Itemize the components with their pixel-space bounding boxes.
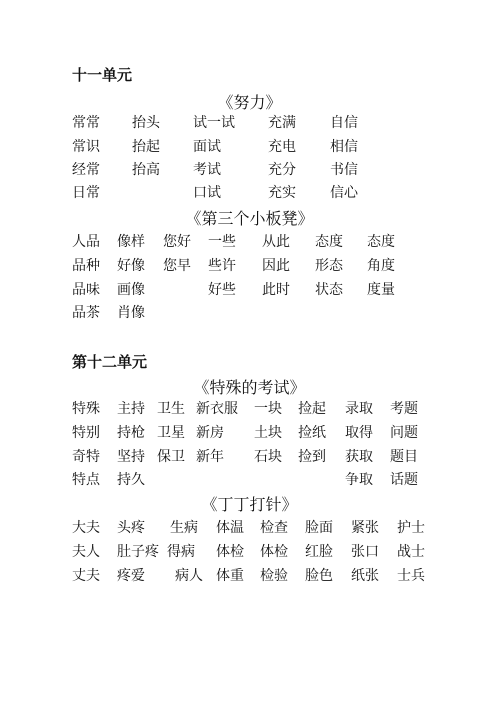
word-cell: 新年	[196, 449, 224, 465]
word-cell: 问题	[390, 425, 418, 441]
word-cell: 特别	[72, 425, 100, 441]
word-cell: 话题	[390, 472, 418, 488]
word-cell: 一块	[254, 401, 282, 417]
word-cell: 经常	[72, 162, 100, 178]
word-cell: 土块	[254, 425, 282, 441]
word-cell: 脸面	[305, 520, 333, 536]
word-cell: 体检	[260, 544, 288, 560]
word-cell: 品茶	[72, 305, 100, 321]
word-cell: 得病	[167, 544, 195, 560]
word-cell: 态度	[367, 234, 395, 250]
word-cell: 您早	[163, 258, 191, 274]
word-cell: 度量	[367, 282, 395, 298]
word-cell: 充满	[268, 115, 296, 131]
word-cell: 检查	[260, 520, 288, 536]
word-cell: 角度	[367, 258, 395, 274]
word-cell: 试一试	[193, 115, 235, 131]
lesson-title-nuli: 《努力》	[217, 93, 282, 112]
word-cell: 形态	[315, 258, 343, 274]
word-cell: 持枪	[117, 425, 145, 441]
word-cell: 信心	[330, 185, 358, 201]
word-cell: 抬起	[132, 139, 160, 155]
word-cell: 面试	[193, 139, 221, 155]
word-cell: 从此	[262, 234, 290, 250]
word-cell: 获取	[345, 449, 373, 465]
word-cell: 肖像	[117, 305, 145, 321]
word-cell: 夫人	[72, 544, 100, 560]
word-cell: 捡到	[298, 449, 326, 465]
word-cell: 常常	[72, 115, 100, 131]
lesson-title-dazhen: 《丁丁打针》	[201, 495, 298, 514]
word-cell: 纸张	[351, 568, 379, 584]
word-cell: 张口	[351, 544, 379, 560]
word-cell: 脸色	[305, 568, 333, 584]
word-cell: 捡起	[298, 401, 326, 417]
word-cell: 常识	[72, 139, 100, 155]
word-cell: 画像	[117, 282, 145, 298]
word-cell: 状态	[315, 282, 343, 298]
word-cell: 体温	[216, 520, 244, 536]
word-cell: 紧张	[351, 520, 379, 536]
word-cell: 特殊	[72, 401, 100, 417]
word-cell: 新房	[196, 425, 224, 441]
word-cell: 口试	[193, 185, 221, 201]
word-cell: 检验	[260, 568, 288, 584]
word-cell: 好像	[117, 258, 145, 274]
word-cell: 抬高	[132, 162, 160, 178]
word-cell: 一些	[208, 234, 236, 250]
word-cell: 卫星	[157, 425, 185, 441]
word-cell: 病人	[175, 568, 203, 584]
word-cell: 红脸	[305, 544, 333, 560]
word-cell: 好些	[208, 282, 236, 298]
word-cell: 品味	[72, 282, 100, 298]
word-cell: 肚子疼	[117, 544, 159, 560]
word-cell: 日常	[72, 185, 100, 201]
word-cell: 书信	[330, 162, 358, 178]
unit-heading-12: 第十二单元	[72, 353, 148, 371]
word-cell: 奇特	[72, 449, 100, 465]
word-cell: 因此	[262, 258, 290, 274]
word-cell: 捡纸	[298, 425, 326, 441]
word-cell: 士兵	[397, 568, 425, 584]
word-cell: 考题	[390, 401, 418, 417]
lesson-title-xiaobandeng: 《第三个小板凳》	[185, 209, 314, 228]
word-cell: 此时	[262, 282, 290, 298]
word-cell: 争取	[345, 472, 373, 488]
word-cell: 石块	[254, 449, 282, 465]
word-cell: 考试	[193, 162, 221, 178]
word-cell: 相信	[330, 139, 358, 155]
word-cell: 些许	[208, 258, 236, 274]
word-cell: 您好	[163, 234, 191, 250]
word-cell: 护士	[397, 520, 425, 536]
word-cell: 充分	[268, 162, 296, 178]
word-cell: 像样	[117, 234, 145, 250]
word-cell: 自信	[330, 115, 358, 131]
word-cell: 品种	[72, 258, 100, 274]
unit-heading-11: 十一单元	[72, 66, 133, 84]
word-cell: 录取	[345, 401, 373, 417]
word-cell: 主持	[117, 401, 145, 417]
word-cell: 抬头	[132, 115, 160, 131]
word-cell: 态度	[315, 234, 343, 250]
word-cell: 生病	[170, 520, 198, 536]
word-cell: 体检	[216, 544, 244, 560]
word-cell: 疼爱	[117, 568, 145, 584]
word-cell: 特点	[72, 472, 100, 488]
word-cell: 头疼	[117, 520, 145, 536]
word-cell: 体重	[216, 568, 244, 584]
word-cell: 新衣服	[196, 401, 238, 417]
word-cell: 坚持	[117, 449, 145, 465]
word-cell: 战士	[397, 544, 425, 560]
word-cell: 持久	[117, 472, 145, 488]
word-cell: 保卫	[157, 449, 185, 465]
word-cell: 题目	[390, 449, 418, 465]
word-cell: 取得	[345, 425, 373, 441]
word-cell: 丈夫	[72, 568, 100, 584]
lesson-title-kaoshi: 《特殊的考试》	[193, 378, 306, 397]
word-cell: 充电	[268, 139, 296, 155]
word-cell: 人品	[72, 234, 100, 250]
word-cell: 大夫	[72, 520, 100, 536]
word-cell: 卫生	[157, 401, 185, 417]
word-cell: 充实	[268, 185, 296, 201]
